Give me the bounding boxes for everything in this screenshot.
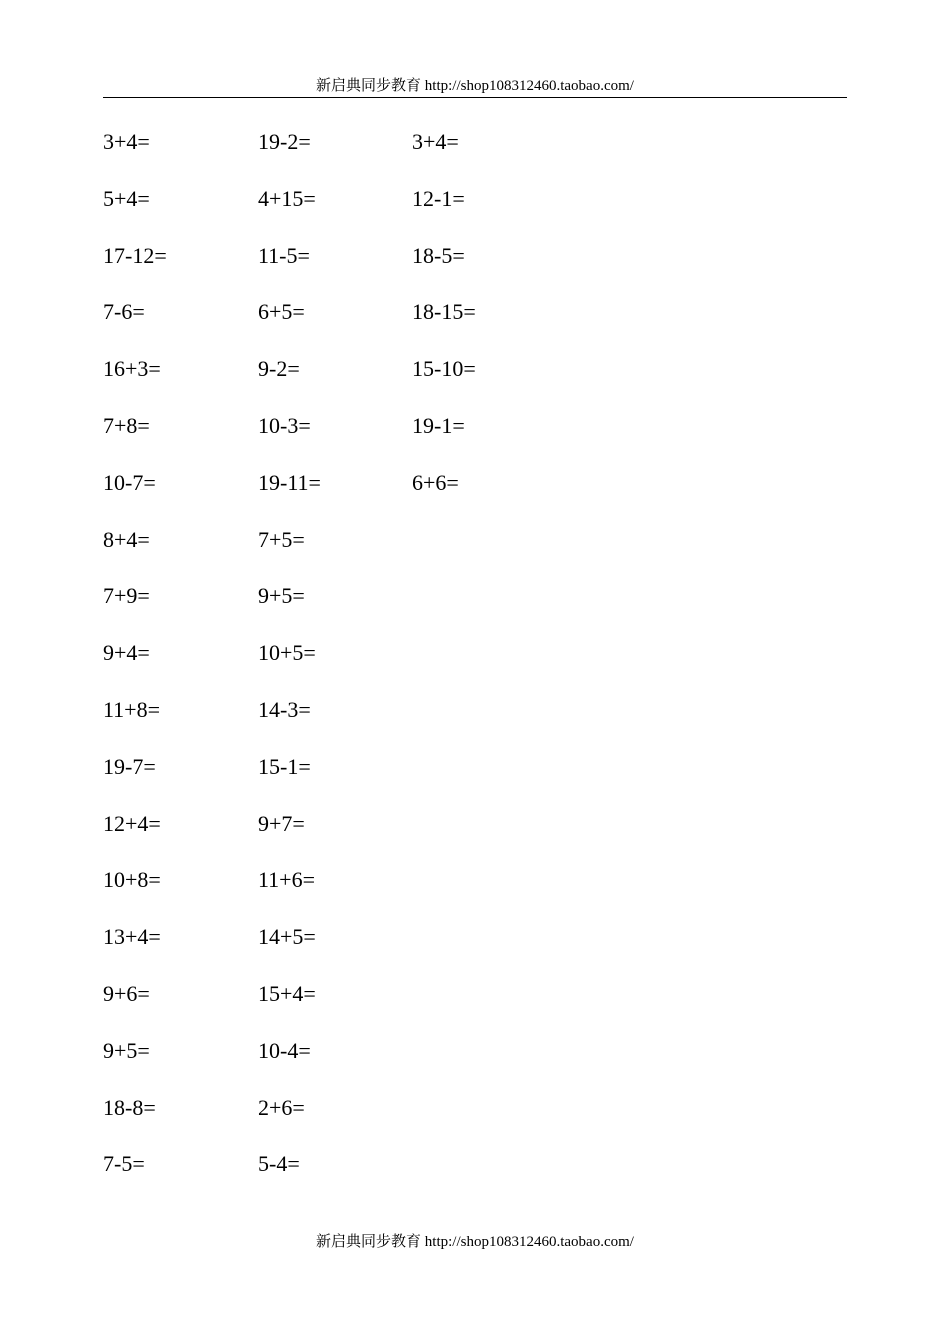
math-problem: 10+8= <box>103 867 161 893</box>
math-problem: 17-12= <box>103 242 167 268</box>
math-problem: 2+6= <box>258 1094 305 1120</box>
problem-column-3 <box>412 126 476 524</box>
math-problem: 15+4= <box>258 980 316 1006</box>
math-problem: 5-4= <box>258 1151 300 1177</box>
math-problem: 11-5= <box>258 242 310 268</box>
math-problem: 19-2= <box>258 129 311 154</box>
math-problem: 8+4= <box>103 526 150 552</box>
math-problem: 9+4= <box>103 640 150 666</box>
math-problem: 11+6= <box>258 867 315 893</box>
page-footer: 新启典同步教育 http://shop108312460.taobao.com/ <box>316 1234 634 1250</box>
math-problem: 16+3= <box>103 356 161 382</box>
math-problem: 9+5= <box>103 1037 150 1063</box>
header-divider <box>103 97 847 98</box>
math-problem: 9-2= <box>258 356 300 382</box>
math-problem: 10+5= <box>258 640 316 666</box>
math-problem: 9+5= <box>258 583 305 609</box>
math-problem: 19-7= <box>103 753 156 779</box>
math-problem: 14+5= <box>258 924 316 950</box>
math-problem: 10-7= <box>103 469 156 495</box>
math-problem: 9+6= <box>103 980 150 1006</box>
math-problem: 6+5= <box>258 299 305 325</box>
math-problem: 7+8= <box>103 412 150 438</box>
math-problem: 15-1= <box>258 753 311 779</box>
math-problem: 18-15= <box>412 299 476 325</box>
math-problem: 10-3= <box>258 412 311 438</box>
math-problem: 3+4= <box>103 129 150 154</box>
math-problem: 5+4= <box>103 185 150 211</box>
page-header: 新启典同步教育 http://shop108312460.taobao.com/ <box>316 78 634 94</box>
math-problem: 15-10= <box>412 356 476 382</box>
math-problem: 12+4= <box>103 810 161 836</box>
math-problem: 12-1= <box>412 185 465 211</box>
math-problem: 19-1= <box>412 412 465 438</box>
math-problem: 3+4= <box>412 129 459 154</box>
math-problem: 7+5= <box>258 526 305 552</box>
math-problem: 18-5= <box>412 242 465 268</box>
math-problem: 9+7= <box>258 810 305 836</box>
math-problem: 18-8= <box>103 1094 156 1120</box>
problem-column-2 <box>258 126 321 1205</box>
math-problem: 13+4= <box>103 924 161 950</box>
math-problem: 14-3= <box>258 696 311 722</box>
math-problem: 7-5= <box>103 1151 145 1177</box>
math-problem: 7-6= <box>103 299 145 325</box>
math-problem: 7+9= <box>103 583 150 609</box>
problem-column-1 <box>103 126 167 1205</box>
math-problem: 4+15= <box>258 185 316 211</box>
math-problem: 10-4= <box>258 1037 311 1063</box>
math-problem: 11+8= <box>103 696 160 722</box>
math-problem: 19-11= <box>258 469 321 495</box>
math-problem: 6+6= <box>412 469 459 495</box>
